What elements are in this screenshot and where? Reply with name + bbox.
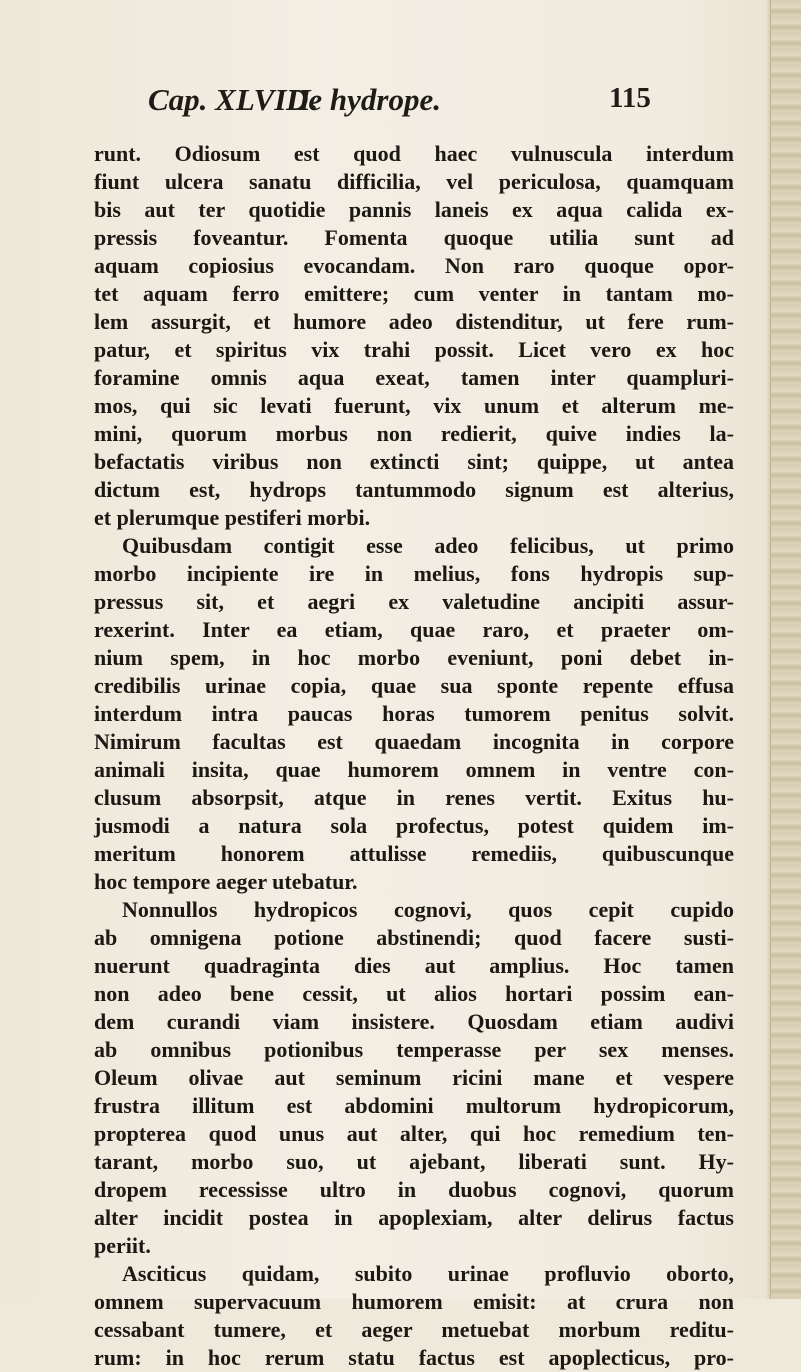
page-number: 115 xyxy=(609,82,651,114)
text-line: frustra illitum est abdomini multorum hydropicorum, xyxy=(94,1093,734,1118)
text-line: tarant, morbo suo, ut ajebant, liberati sunt. Hy- xyxy=(94,1149,734,1174)
text-line: meritum honorem attulisse remediis, quibuscunque xyxy=(94,841,734,866)
text-line: nuerunt quadraginta dies aut amplius. Hoc tamen xyxy=(94,953,734,978)
paragraph-end-line: hoc tempore aeger utebatur. xyxy=(94,869,358,894)
text-line: foramine omnis aqua exeat, tamen inter quampluri- xyxy=(94,365,734,390)
paragraph-start-line: Nonnullos hydropicos cognovi, quos cepit cupido xyxy=(122,897,734,922)
text-line: pressus sit, et aegri ex valetudine ancipiti assur- xyxy=(94,589,734,614)
text-line: befactatis viribus non extincti sint; quippe, ut antea xyxy=(94,449,734,474)
text-line: animali insita, quae humorem omnem in ventre con- xyxy=(94,757,734,782)
text-line: Oleum olivae aut seminum ricini mane et vespere xyxy=(94,1065,734,1090)
paragraph-end-line: periit. xyxy=(94,1233,151,1258)
text-line: dem curandi viam insistere. Quosdam etiam audivi xyxy=(94,1009,734,1034)
text-line: cessabant tumere, et aeger metuebat morbum reditu- xyxy=(94,1317,734,1342)
text-line: ab omnigena potione abstinendi; quod facere susti- xyxy=(94,925,734,950)
text-line: Nimirum facultas est quaedam incognita in corpore xyxy=(94,729,734,754)
body-text xyxy=(94,140,734,1372)
paragraph-end-line: et plerumque pestiferi morbi. xyxy=(94,505,371,530)
page-edge-stack xyxy=(770,0,801,1299)
text-line: clusum absorpsit, atque in renes vertit. Exitus hu- xyxy=(94,785,734,810)
running-header xyxy=(148,82,748,122)
text-line: morbo incipiente ire in melius, fons hydropis sup- xyxy=(94,561,734,586)
text-line: dropem recessisse ultro in duobus cognovi, quorum xyxy=(94,1177,734,1202)
text-line: mos, qui sic levati fuerunt, vix unum et alterum me- xyxy=(94,393,734,418)
text-line: omnem supervacuum humorem emisit: at crura non xyxy=(94,1289,734,1314)
text-line: ab omnibus potionibus temperasse per sex menses. xyxy=(94,1037,734,1062)
text-line: fiunt ulcera sanatu difficilia, vel periculosa, quamquam xyxy=(94,169,734,194)
text-line: alter incidit postea in apoplexiam, alter delirus factus xyxy=(94,1205,734,1230)
text-line: nium spem, in hoc morbo eveniunt, poni debet in- xyxy=(94,645,734,670)
text-line: aquam copiosius evocandam. Non raro quoque opor- xyxy=(94,253,734,278)
chapter-label: Cap. XLVIII. xyxy=(148,82,319,117)
text-line: propterea quod unus aut alter, qui hoc remedium ten- xyxy=(94,1121,734,1146)
text-line: rum: in hoc rerum statu factus est apoplecticus, pro- xyxy=(94,1345,734,1370)
text-line: interdum intra paucas horas tumorem penitus solvit. xyxy=(94,701,734,726)
text-line: pressis foveantur. Fomenta quoque utilia sunt ad xyxy=(94,225,734,250)
paragraph-start-line: Quibusdam contigit esse adeo felicibus, ut primo xyxy=(122,533,734,558)
text-line: tet aquam ferro emittere; cum venter in tantam mo- xyxy=(94,281,734,306)
text-line: non adeo bene cessit, ut alios hortari possim ean- xyxy=(94,981,734,1006)
text-line: credibilis urinae copia, quae sua sponte repente effusa xyxy=(94,673,734,698)
text-line: jusmodi a natura sola profectus, potest quidem im- xyxy=(94,813,734,838)
text-line: patur, et spiritus vix trahi possit. Licet vero ex hoc xyxy=(94,337,734,362)
text-line: bis aut ter quotidie pannis laneis ex aqua calida ex- xyxy=(94,197,734,222)
text-line: lem assurgit, et humore adeo distenditur, ut fere rum- xyxy=(94,309,734,334)
text-line: rexerint. Inter ea etiam, quae raro, et praeter om- xyxy=(94,617,734,642)
text-line: dictum est, hydrops tantummodo signum est alterius, xyxy=(94,477,734,502)
text-line: runt. Odiosum est quod haec vulnuscula interdum xyxy=(94,141,734,166)
text-line: mini, quorum morbus non redierit, quive indies la- xyxy=(94,421,734,446)
paragraph-start-line: Asciticus quidam, subito urinae profluvio oborto, xyxy=(122,1261,734,1286)
chapter-title: De hydrope. xyxy=(286,82,441,117)
